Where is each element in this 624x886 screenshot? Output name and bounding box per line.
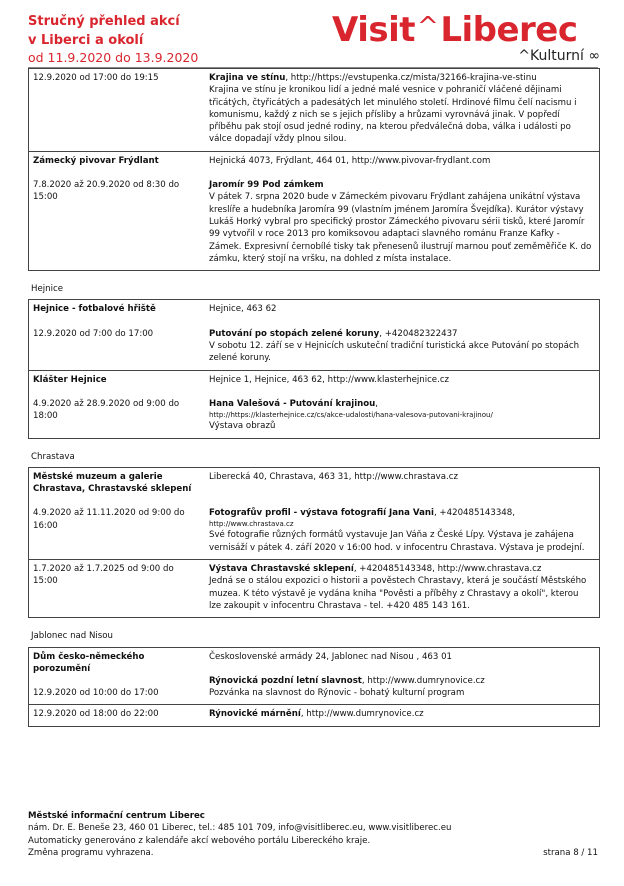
event-phone: , +420485143348, [433,508,515,519]
event-row [29,704,599,725]
title-line-2: v Liberci a okolí [28,33,144,48]
event-description: V pátek 7. srpna 2020 bude v Zámeckém pivovaru Frýdlant zahájena unikátní výstava kreslíře a hudebníka Jaromíra 99 (vlastním jménem Jaromíra Švejdíka). Kurátor výstavy Lukáš Horký vybral pro specifický prostor Zámeckého pivovaru sérii tisků, které Jaromír 99 vytvořil v roce 2013 pro komiksovou adaptaci slavného románu Franze Kafky - Zámek. Expresivní černobílé tisky tak přenesenů ilustrují marnou pouť zeměměřiče K. do zámku, který stojí na vršku, na dohled z místa instalace. [209,192,592,264]
venue-name: Městské muzeum a galerie Chrastava, Chrastavské sklepení [33,471,192,495]
date-range: od 11.9.2020 do 13.9.2020 [28,50,199,65]
event-description: Své fotografie různých formátů vystavuje Jan Váňa z České Lípy. Výstava je zahájena vernisáží v pátek 4. září 2020 v 16:00 hod. v infocentru Chrastava. Výstava je prodejní. [209,530,585,553]
visit-liberec-logo [332,10,602,66]
event-block [28,647,600,727]
section-label: Chrastava [31,451,75,462]
venue-info: Hejnice 1, Hejnice, 463 62, http://www.klasterhejnice.cz [209,374,450,385]
event-url[interactable]: http://https://klasterhejnice.cz/cs/akce-udalosti/hana-valesova-putovani-krajinou/ [209,411,493,420]
section-label: Jablonec nad Nisou [31,631,113,642]
event-title: Hana Valešová - Putování krajinou [209,398,376,409]
event-time: 12.9.2020 od 10:00 do 17:00 [33,688,159,699]
logo-part-2: Liberec [440,10,578,50]
event-block [28,467,600,618]
venue-info: Československé armády 24, Jablonec nad Nisou , 463 01 [209,651,453,662]
venue-info: Liberecká 40, Chrastava, 463 31, http://www.chrastava.cz [209,471,458,482]
venue-info: Hejnická 4073, Frýdlant, 464 01, http://www.pivovar-frydlant.com [209,155,491,166]
venue-name: Klášter Hejnice [33,374,107,385]
venue-info: Hejnice, 463 62 [209,304,277,315]
event-time: 4.9.2020 až 28.9.2020 od 9:00 do 18:00 [33,398,180,422]
page-number: strana 8 / 11 [543,848,598,858]
event-link: , +420485143348, http://www.chrastava.cz [353,564,542,575]
logo-caret: ^ [417,12,439,42]
event-row [29,559,599,617]
event-phone: , +420482322437 [379,328,458,339]
event-row [29,151,599,270]
event-title: Fotografův profil - výstava fotografií Jana Vani [209,508,434,519]
event-description: V sobotu 12. září se v Hejnicích uskuteční tradiční turistická akce Putování po stopách zelené koruny. [209,341,580,364]
footer-org: Městské informační centrum Liberec [28,811,205,821]
title-line-1: Stručný přehled akcí [28,14,180,29]
event-title: Rýnovické márnění [209,709,301,720]
event-title: Putování po stopách zelené koruny [209,328,380,339]
event-description: Výstava obrazů [209,421,276,432]
event-time: 1.7.2020 až 1.7.2025 od 9:00 do 15:00 [33,564,174,587]
venue-name: Zámecký pivovar Frýdlant [33,155,159,166]
event-row [29,69,599,151]
footer [28,810,600,859]
section-label: Hejnice [31,284,63,295]
event-description: Krajina ve stínu je kronikou lidí a jedné malé vesnice v pohraničí vláčené dějinami třicátých, čtyřicátých a padesátých let minulého století. Hrdinové filmu čelí nacismu i komunismu, každý z nich se s jejich přísliby a hrůzami vyrovnává jinak. V popředí příběhu pak stojí osud jedné rodiny, na kterou předválečná doba, válka i události po válce dopadají vždy plnou silou. [209,85,577,145]
event-row: Klášter Hejnice 4.9.2020 až 28.9.2020 od 9:00 do 18:00 Hejnice 1, Hejnice, 463 62, http://www.klasterhejnice.cz Hana Valešová - Putování krajinou, http://https://klasterhejnice.cz/cs/akce-udalosti/hana-valesova-putovani-krajinou/ Výstava obrazů [29,370,599,438]
event-link: , http://https://evstupenka.cz/mista/32166-krajina-ve-stinu [285,73,537,83]
event-time: 12.9.2020 od 7:00 do 17:00 [33,328,154,339]
events-content [28,68,600,727]
event-description: Jedná se o stálou expozici o historii a pověstech Chrastavy, která je součástí Městského muzea. K této výstavě je vydána kniha "Pověsti a příběhy z Chrastavy a okolí", kterou lze zakoupit v infocentru Chrastava - tel. +420 485 143 161. [209,576,587,611]
footer-note: Změna programu vyhrazena. [28,847,154,858]
venue-name: Dům česko-německého porozumění [33,651,145,674]
event-block [28,299,600,438]
event-time: 12.9.2020 od 17:00 do 19:15 [33,73,159,83]
event-title: Jaromír 99 Pod zámkem [209,180,324,191]
event-row [29,300,599,369]
event-title: Krajina ve stínu [209,73,286,83]
venue-name: Hejnice - fotbalové hřiště [33,304,156,315]
event-link: , http://www.dumrynovice.cz [300,709,424,720]
event-time: 7.8.2020 až 20.9.2020 od 8:30 do 15:00 [33,180,180,203]
event-time: 12.9.2020 od 18:00 do 22:00 [33,709,159,720]
event-row [29,648,599,705]
event-link: , http://www.dumrynovice.cz [361,675,485,686]
event-row [29,468,599,559]
report-title [28,12,180,50]
event-time: 4.9.2020 až 11.11.2020 od 9:00 do 16:00 [33,508,185,531]
event-block [28,68,600,271]
event-url[interactable]: http://www.chrastava.cz [209,520,294,529]
logo-part-1: Visit [332,10,416,50]
event-title: Rýnovická pozdní letní slavnost [209,675,362,686]
event-description: Pozvánka na slavnost do Rýnovic - bohatý kulturní program [209,688,465,699]
event-title: Výstava Chrastavské sklepení [209,564,354,575]
footer-generated: Automaticky generováno z kalendáře akcí webového portálu Libereckého kraje. [28,835,371,846]
footer-address: nám. Dr. E. Beneše 23, 460 01 Liberec, tel.: 485 101 709, info@visitliberec.eu, www.visitliberec.eu [28,823,452,834]
logo-subtitle: ^Kulturní ∞ [518,48,600,64]
